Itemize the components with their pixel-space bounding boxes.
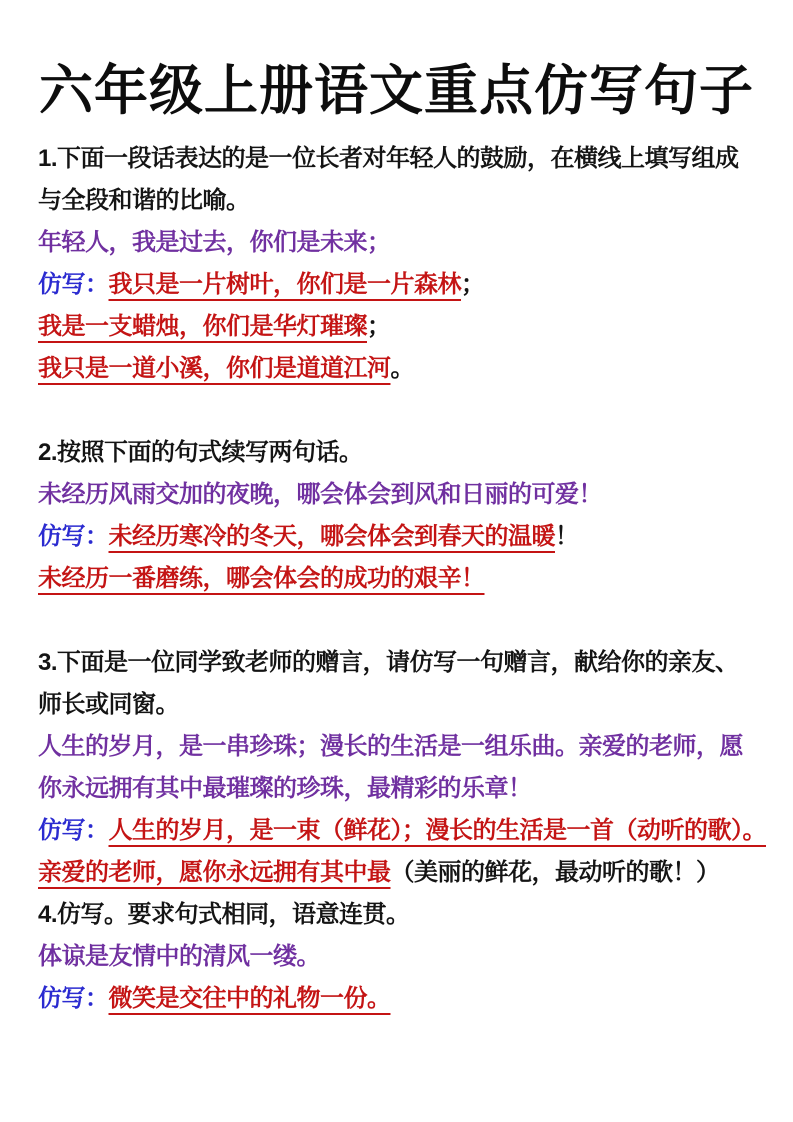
question-line <box>38 138 787 180</box>
answer-underlined-text: 我只是一道小溪，你们是道道江河 <box>38 355 391 382</box>
answer-line <box>38 306 787 348</box>
section-2 <box>38 432 787 600</box>
example-line <box>38 936 787 978</box>
answer-underlined-text: 微笑是交往中的礼物一份。 <box>108 985 391 1012</box>
answer-line <box>38 558 787 600</box>
section-3 <box>38 642 787 894</box>
answer-underlined-text: 未经历寒冷的冬天，哪会体会到春天的温暖 <box>108 523 555 550</box>
answer-underlined-text: 未经历一番磨练，哪会体会的成功的艰辛！ <box>38 565 485 592</box>
question-line <box>38 642 787 684</box>
example-text: 你永远拥有其中最璀璨的珍珠，最精彩的乐章！ <box>38 775 532 802</box>
question-text: 师长或同窗。 <box>38 691 179 718</box>
section-1 <box>38 138 787 390</box>
trailing-punctuation: ； <box>461 271 485 298</box>
example-line <box>38 222 787 264</box>
example-text: 未经历风雨交加的夜晚，哪会体会到风和日丽的可爱！ <box>38 481 602 508</box>
answer-note-text: （美丽的鲜花，最动听的歌！） <box>390 859 720 886</box>
trailing-punctuation: ！ <box>555 523 579 550</box>
example-line <box>38 474 787 516</box>
answer-line <box>38 348 787 390</box>
example-line <box>38 726 787 768</box>
question-text: 2.按照下面的句式续写两句话。 <box>38 439 363 466</box>
imitate-label: 仿写： <box>38 523 109 550</box>
question-line <box>38 432 787 474</box>
question-text: 1.下面一段话表达的是一位长者对年轻人的鼓励，在横线上填写组成 <box>38 145 739 172</box>
section-4 <box>38 894 787 1020</box>
answer-line <box>38 516 787 558</box>
answer-line <box>38 264 787 306</box>
example-text: 体谅是友情中的清风一缕。 <box>38 943 320 970</box>
answer-underlined-text: 我是一支蜡烛，你们是华灯璀璨 <box>38 313 367 340</box>
page-title: 六年级上册语文重点仿写句子 <box>39 61 754 121</box>
answer-line <box>38 978 787 1020</box>
question-text: 4.仿写。要求句式相同，语意连贯。 <box>38 901 410 928</box>
question-line <box>38 894 787 936</box>
worksheet-content <box>0 138 793 1020</box>
question-text: 与全段和谐的比喻。 <box>38 187 250 214</box>
question-line <box>38 180 787 222</box>
imitate-label: 仿写： <box>38 817 109 844</box>
trailing-punctuation: ； <box>367 313 391 340</box>
question-text: 3.下面是一位同学致老师的赠言，请仿写一句赠言，献给你的亲友、 <box>38 649 739 676</box>
trailing-punctuation: 。 <box>390 355 414 382</box>
answer-underlined-text: 亲爱的老师，愿你永远拥有其中最 <box>38 859 391 886</box>
question-line <box>38 684 787 726</box>
imitate-label: 仿写： <box>38 271 109 298</box>
example-text: 年轻人，我是过去，你们是未来； <box>38 229 391 256</box>
answer-underlined-text: 人生的岁月，是一束（鲜花）；漫长的生活是一首（动听的歌）。 <box>108 817 766 844</box>
example-line <box>38 768 787 810</box>
answer-line <box>38 852 787 894</box>
answer-underlined-text: 我只是一片树叶，你们是一片森林 <box>108 271 461 298</box>
imitate-label: 仿写： <box>38 985 109 1012</box>
example-text: 人生的岁月，是一串珍珠；漫长的生活是一组乐曲。亲爱的老师，愿 <box>38 733 743 760</box>
answer-line <box>38 810 787 852</box>
